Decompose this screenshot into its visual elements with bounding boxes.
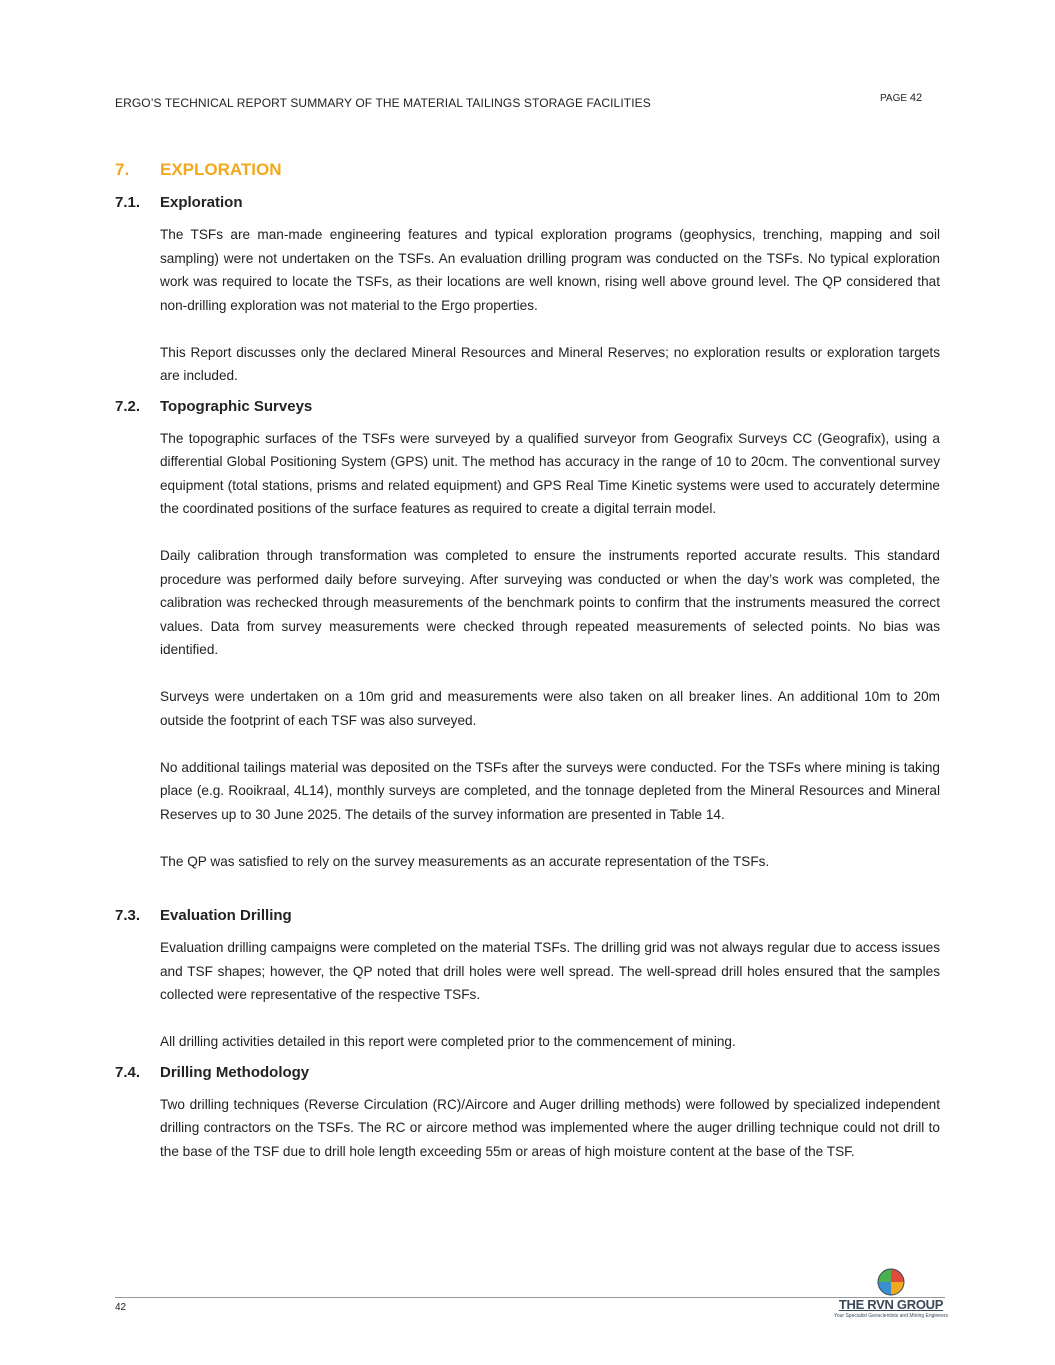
report-header-title: ERGO’S TECHNICAL REPORT SUMMARY OF THE MATERIAL TAILINGS STORAGE FACILITIES xyxy=(115,96,651,110)
subsection-heading-drilling-methodology xyxy=(115,1064,940,1081)
section-number: 7. xyxy=(115,160,130,179)
logo-tagline: Your Specialist Geoscientists and Mining Engineers xyxy=(833,1313,949,1319)
paragraph: All drilling activities detailed in this report were completed prior to the commencement of mining. xyxy=(160,1034,736,1049)
paragraph: The QP was satisfied to rely on the survey measurements as an accurate representation of the TSFs. xyxy=(160,853,770,869)
page-label: PAGE xyxy=(880,93,908,104)
subsection-number: 7.2. xyxy=(115,397,141,415)
document-body xyxy=(115,160,940,1163)
paragraph: Two drilling techniques (Reverse Circulation (RC)/Aircore and Auger drilling methods) were followed by specialized independent drilling contractors on the TSFs. The RC or aircore method was implemented where the auger drilling technique could not drill to the base of the TSF due to drill hole length exceeding 55m or areas of high moisture content at the base of the TSF. xyxy=(160,1096,940,1159)
subsection-number: 7.3. xyxy=(115,907,141,924)
subsection-heading-topographic-surveys xyxy=(115,398,940,415)
subsection-heading-exploration xyxy=(115,194,940,211)
rvn-group-logo xyxy=(832,1268,950,1324)
subsection-number: 7.4. xyxy=(115,1063,141,1081)
subsection-title: Drilling Methodology xyxy=(160,1063,310,1081)
paragraph: The TSFs are man-made engineering features and typical exploration programs (geophysics, trenching, mapping and soil sampling) were not undertaken on the TSFs. An evaluation drilling program was conducted on the TSFs. No typical exploration work was required to locate the TSFs, as their locations are well known, rising well above ground level. The QP considered that non-drilling exploration was not material to the Ergo properties. xyxy=(160,227,940,313)
logo-wordmark: THE RVN GROUP xyxy=(838,1297,944,1312)
paragraph: Surveys were undertaken on a 10m grid and measurements were also taken on all breaker lines. An additional 10m to 20m outside the footprint of each TSF was also surveyed. xyxy=(160,689,940,728)
subsection-number: 7.1. xyxy=(115,194,141,211)
section-heading xyxy=(115,160,940,180)
paragraph: No additional tailings material was deposited on the TSFs after the surveys were conducted. For the TSFs where mining is taking place (e.g. Rooikraal, 4L14), monthly surveys are completed, and the tonnage depleted from the Mineral Resources and Mineral Reserves up to 30 June 2025. The details of the survey information are presented in Table 14. xyxy=(160,759,940,822)
subsection-title: Topographic Surveys xyxy=(160,397,313,415)
section-title: EXPLORATION xyxy=(160,160,282,179)
header-page-number xyxy=(880,92,922,104)
subsection-title: Evaluation Drilling xyxy=(160,907,292,924)
footer-divider xyxy=(115,1297,945,1298)
paragraph: This Report discusses only the declared Mineral Resources and Mineral Reserves; no exploration results or exploration targets are included. xyxy=(160,344,940,383)
paragraph: Daily calibration through transformation was completed to ensure the instruments reported accurate results. This standard procedure was performed daily before surveying. After surveying was conducted or when the day’s work was completed, the calibration was rechecked through measurements of the benchmark points to confirm that the instruments measured the correct values. Data from survey measurements were checked through repeated measurements of selected points. No bias was identified. xyxy=(160,548,940,657)
paragraph: Evaluation drilling campaigns were completed on the material TSFs. The drilling grid was not always regular due to access issues and TSF shapes; however, the QP noted that drill holes were well spread. The well-spread drill holes ensured that the samples collected were representative of the respective TSFs. xyxy=(160,940,940,1002)
logo-globe-icon xyxy=(877,1268,905,1296)
subsection-heading-evaluation-drilling xyxy=(115,907,940,924)
footer-page-number: 42 xyxy=(115,1302,127,1313)
paragraph: The topographic surfaces of the TSFs were surveyed by a qualified surveyor from Geografix Surveys CC (Geografix), using a differential Global Positioning System (GPS) unit. The method has accuracy in the range of 10 to 20cm. The conventional survey equipment (total stations, prisms and related equipment) and GPS Real Time Kinetic systems were used to accurately determine the coordinated positions of the surface features as required to create a digital terrain model. xyxy=(160,430,940,516)
subsection-title: Exploration xyxy=(160,194,243,211)
page-number: 42 xyxy=(909,92,923,104)
